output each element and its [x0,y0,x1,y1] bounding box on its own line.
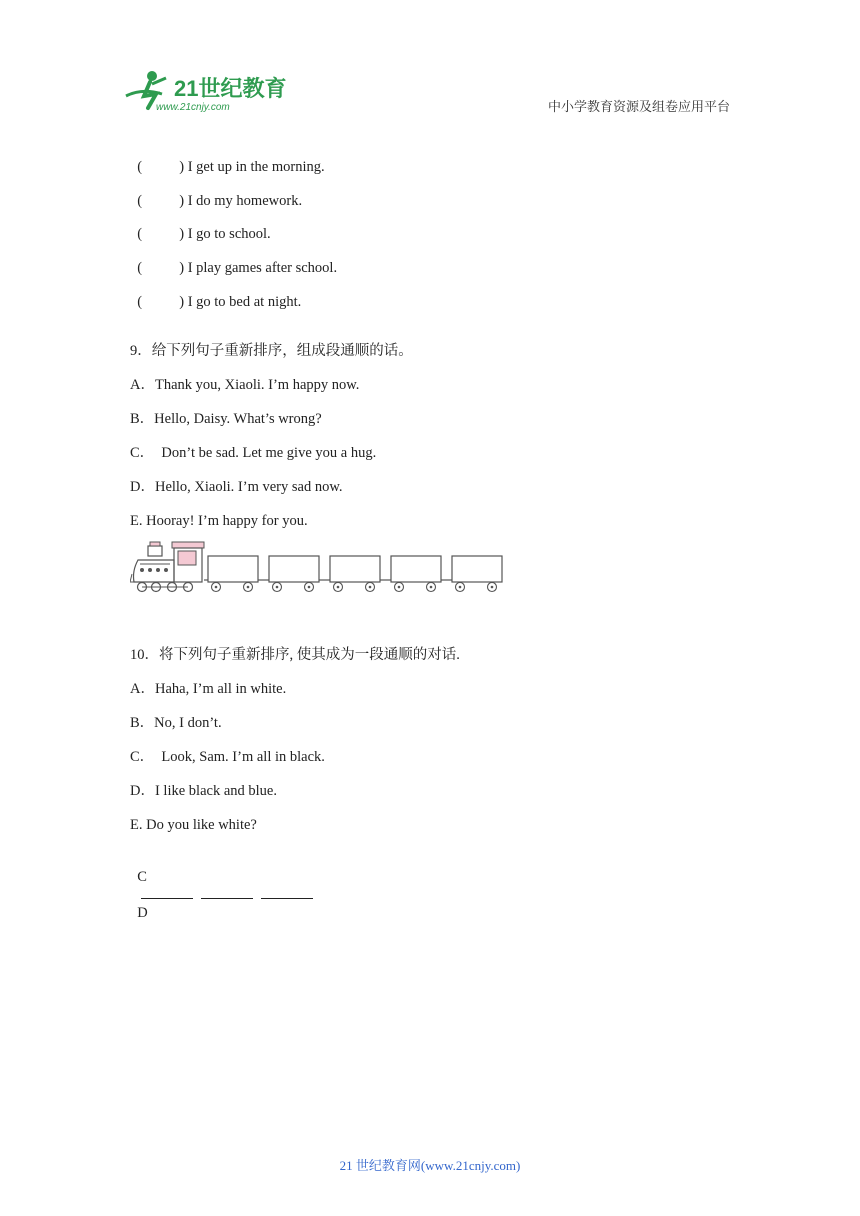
q9-option-e: E. Hooray! I’m happy for you. [130,513,308,529]
q10-option-e: E. Do you like white? [130,817,257,833]
sentence: ) I do my homework. [179,193,303,209]
question-9-title: 9．给下列句子重新排序，组成段通顺的话。 [130,343,413,359]
paren-open: ( [137,226,143,242]
q10-option-d: D．I like black and blue. [130,783,277,799]
page-footer: 21 世纪教育网(www.21cnjy.com) [339,1158,521,1173]
sentence: ) I go to bed at night. [179,294,302,310]
sentence: ) I get up in the morning. [179,159,325,175]
paren-open: ( [137,193,143,209]
platform-label: 中小学教育资源及组卷应用平台 [548,99,731,114]
answer-blank-1[interactable] [141,886,193,899]
answer-end: D [137,905,148,921]
site-logo [122,66,292,116]
list-item [130,275,301,311]
q10-option-a: A．Haha, I’m all in white. [130,681,287,697]
answer-blank-2[interactable] [201,886,253,899]
list-item [130,140,325,176]
q10-answer-row [130,850,317,922]
answer-start: C [137,869,147,885]
q9-option-b: B．Hello, Daisy. What’s wrong? [130,411,322,427]
train-illustration [130,538,510,596]
q10-option-b: B．No, I don’t. [130,715,222,731]
list-item [130,174,302,210]
logo-url: www.21cnjy.com [156,102,230,113]
list-item [130,207,271,243]
paren-open: ( [137,260,143,276]
logo-text: 21世纪教育 [174,76,287,101]
q10-option-c: C． Look, Sam. I’m all in black. [130,749,325,765]
q9-option-d: D．Hello, Xiaoli. I’m very sad now. [130,479,343,495]
question-10-title: 10．将下列句子重新排序, 使其成为一段通顺的对话. [130,647,460,663]
sentence: ) I go to school. [179,226,271,242]
sentence: ) I play games after school. [179,260,338,276]
answer-blank-3[interactable] [261,886,313,899]
list-item [130,241,337,277]
paren-open: ( [137,159,143,175]
q9-option-a: A．Thank you, Xiaoli. I’m happy now. [130,377,360,393]
q9-option-c: C． Don’t be sad. Let me give you a hug. [130,445,377,461]
paren-open: ( [137,294,143,310]
